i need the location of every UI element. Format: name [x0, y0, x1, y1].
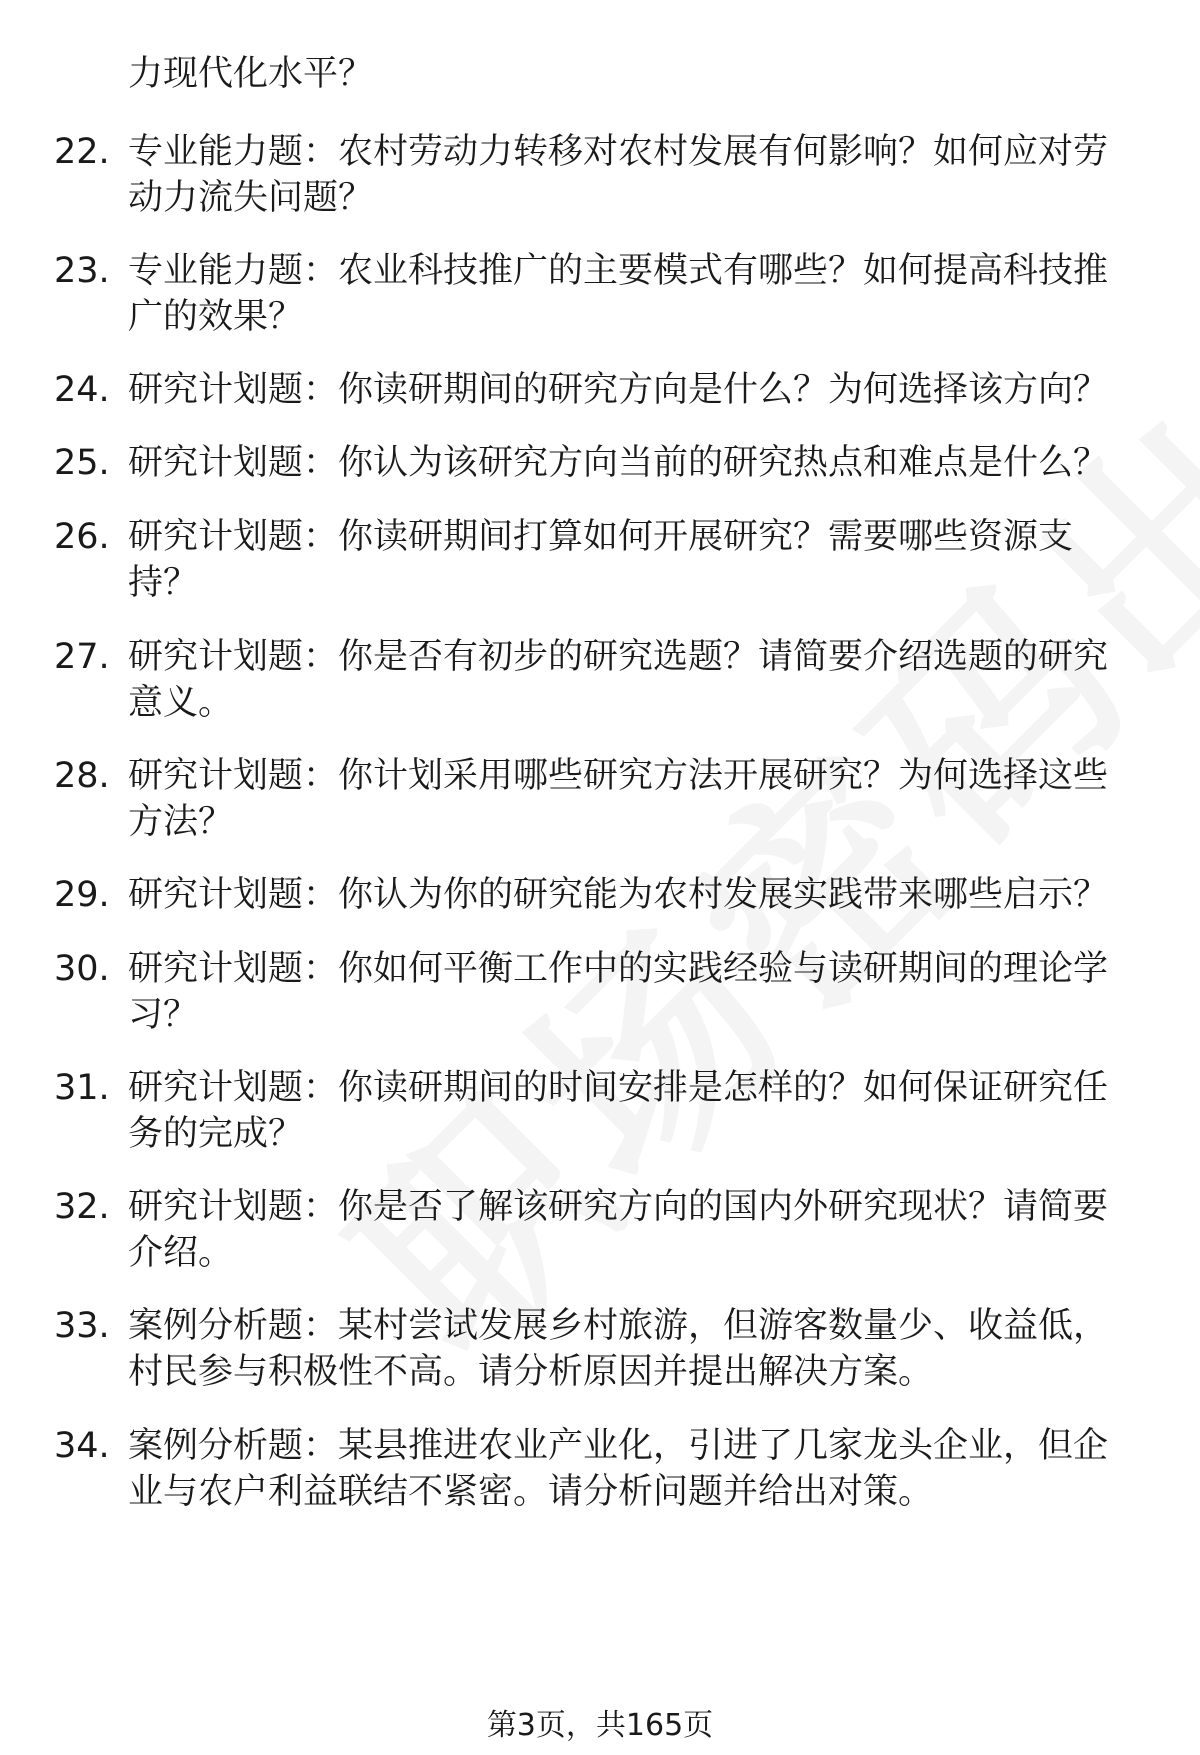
question-number: 30.	[54, 949, 110, 989]
question-text: 习？	[128, 995, 199, 1035]
question-text: 研究计划题：你是否了解该研究方向的国内外研究现状？请简要	[128, 1187, 1109, 1227]
question-number: 32.	[54, 1187, 110, 1227]
question-text: 研究计划题：你读研期间的时间安排是怎样的？如何保证研究任	[128, 1068, 1109, 1108]
question-text: 研究计划题：你读研期间打算如何开展研究？需要哪些资源支	[128, 517, 1074, 557]
question-text: 研究计划题：你读研期间的研究方向是什么？为何选择该方向？	[128, 370, 1109, 410]
question-text: 广的效果？	[128, 297, 304, 337]
question-text: 案例分析题：某村尝试发展乡村旅游，但游客数量少、收益低，	[128, 1306, 1109, 1346]
question-text: 专业能力题：农村劳动力转移对农村发展有何影响？如何应对劳	[128, 132, 1109, 172]
question-number: 29.	[54, 875, 110, 915]
question-text: 意义。	[128, 683, 234, 723]
question-text: 务的完成？	[128, 1114, 304, 1154]
question-text: 研究计划题：你计划采用哪些研究方法开展研究？为何选择这些	[128, 756, 1109, 796]
question-number: 27.	[54, 637, 110, 677]
question-text: 研究计划题：你认为你的研究能为农村发展实践带来哪些启示？	[128, 875, 1109, 915]
question-number: 28.	[54, 756, 110, 796]
question-text: 专业能力题：农业科技推广的主要模式有哪些？如何提高科技推	[128, 251, 1109, 291]
question-number: 31.	[54, 1068, 110, 1108]
question-number: 33.	[54, 1306, 110, 1346]
question-number: 22.	[54, 132, 110, 172]
question-text: 方法？	[128, 802, 234, 842]
question-text: 介绍。	[128, 1233, 234, 1273]
question-text: 研究计划题：你如何平衡工作中的实践经验与读研期间的理论学	[128, 949, 1109, 989]
question-text: 村民参与积极性不高。请分析原因并提出解决方案。	[128, 1352, 934, 1392]
question-text: 业与农户利益联结不紧密。请分析问题并给出对策。	[128, 1472, 934, 1512]
question-text: 案例分析题：某县推进农业产业化，引进了几家龙头企业，但企	[128, 1426, 1109, 1466]
question-text: 研究计划题：你认为该研究方向当前的研究热点和难点是什么？	[128, 443, 1109, 483]
question-number: 25.	[54, 443, 110, 483]
question-text: 持？	[128, 563, 199, 603]
page-footer: 第3页，共165页	[486, 1708, 714, 1743]
question-number: 26.	[54, 517, 110, 557]
question-number: 23.	[54, 251, 110, 291]
question-text: 动力流失问题？	[128, 178, 374, 218]
question-number: 24.	[54, 370, 110, 410]
question-text: 力现代化水平？	[128, 54, 374, 94]
question-text: 研究计划题：你是否有初步的研究选题？请简要介绍选题的研究	[128, 637, 1109, 677]
question-number: 34.	[54, 1426, 110, 1466]
